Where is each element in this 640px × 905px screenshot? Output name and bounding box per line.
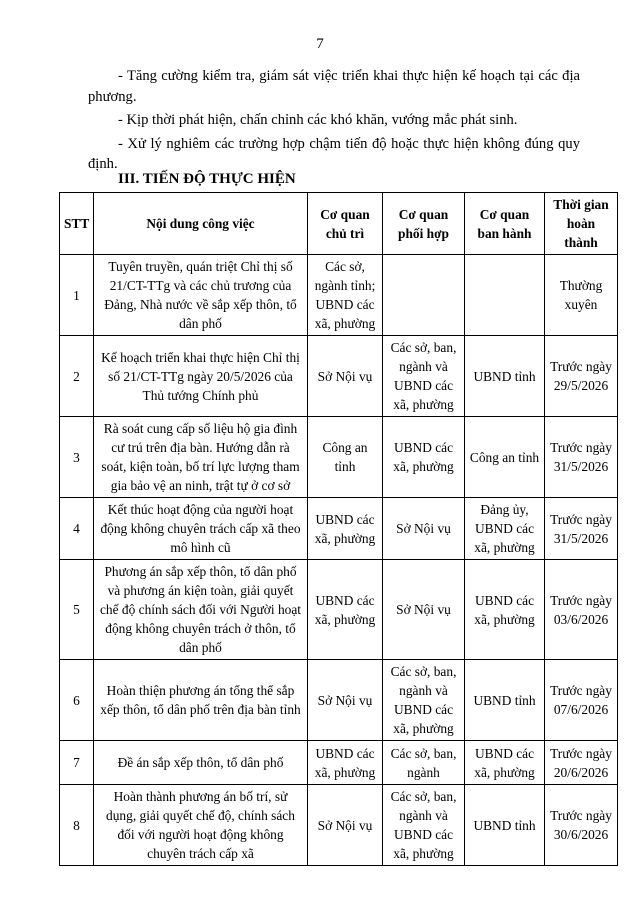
cell-lead: Các sở, ngành tỉnh; UBND các xã, phường	[308, 255, 383, 336]
cell-issuer	[465, 255, 545, 336]
cell-deadline: Trước ngày 07/6/2026	[545, 660, 618, 741]
cell-coord: Sở Nội vụ	[383, 498, 465, 560]
table-row	[60, 417, 618, 498]
cell-lead: UBND các xã, phường	[308, 498, 383, 560]
table-row	[60, 498, 618, 560]
cell-content: Tuyên truyền, quán triệt Chỉ thị số 21/CT-TTg và các chủ trương của Đảng, Nhà nước về sắp xếp thôn, tổ dân phố	[94, 255, 308, 336]
section-heading: III. TIẾN ĐỘ THỰC HIỆN	[118, 171, 296, 187]
paragraph: - Xử lý nghiêm các trường hợp chậm tiến độ hoặc thực hiện không đúng quy định.	[88, 135, 580, 172]
cell-deadline: Trước ngày 31/5/2026	[545, 498, 618, 560]
cell-lead: Sở Nội vụ	[308, 785, 383, 866]
cell-lead: Sở Nội vụ	[308, 336, 383, 417]
progress-table	[59, 192, 618, 866]
cell-coord: Các sở, ban, ngành và UBND các xã, phường	[383, 336, 465, 417]
cell-deadline: Trước ngày 20/6/2026	[545, 741, 618, 785]
cell-coord: Các sở, ban, ngành	[383, 741, 465, 785]
table-row	[60, 660, 618, 741]
cell-deadline: Trước ngày 29/5/2026	[545, 336, 618, 417]
paragraph: - Kịp thời phát hiện, chấn chỉnh các khó khăn, vướng mắc phát sinh.	[118, 112, 518, 128]
cell-deadline: Trước ngày 30/6/2026	[545, 785, 618, 866]
cell-deadline: Thường xuyên	[545, 255, 618, 336]
cell-issuer: UBND tỉnh	[465, 336, 545, 417]
header-deadline: Thời gian hoàn thành	[545, 193, 618, 255]
cell-issuer: Đảng ủy, UBND các xã, phường	[465, 498, 545, 560]
cell-issuer: Công an tỉnh	[465, 417, 545, 498]
body-paragraphs	[88, 66, 580, 178]
table-row	[60, 560, 618, 660]
cell-content: Rà soát cung cấp số liệu hộ gia đình cư trú trên địa bàn. Hướng dẫn rà soát, kiện toàn, bố trí lực lượng tham gia bảo vệ an ninh, trật tự ở cơ sở	[94, 417, 308, 498]
header-issuing-agency: Cơ quan ban hành	[465, 193, 545, 255]
table-header-row	[60, 193, 618, 255]
cell-lead: Công an tỉnh	[308, 417, 383, 498]
cell-stt: 6	[60, 660, 94, 741]
cell-lead: Sở Nội vụ	[308, 660, 383, 741]
cell-deadline: Trước ngày 03/6/2026	[545, 560, 618, 660]
cell-stt: 5	[60, 560, 94, 660]
cell-coord	[383, 255, 465, 336]
cell-coord: Các sở, ban, ngành và UBND các xã, phường	[383, 660, 465, 741]
cell-stt: 1	[60, 255, 94, 336]
cell-coord: UBND các xã, phường	[383, 417, 465, 498]
cell-stt: 8	[60, 785, 94, 866]
header-stt: STT	[60, 193, 94, 255]
cell-stt: 3	[60, 417, 94, 498]
cell-content: Kế hoạch triển khai thực hiện Chỉ thị số 21/CT-TTg ngày 20/5/2026 của Thủ tướng Chính phủ	[94, 336, 308, 417]
header-coordinating-agency: Cơ quan phối hợp	[383, 193, 465, 255]
header-lead-agency: Cơ quan chủ trì	[308, 193, 383, 255]
cell-issuer: UBND tỉnh	[465, 660, 545, 741]
cell-content: Kết thúc hoạt động của người hoạt động không chuyên trách cấp xã theo mô hình cũ	[94, 498, 308, 560]
cell-content: Hoàn thành phương án bố trí, sử dụng, giải quyết chế độ, chính sách đối với người hoạt động không chuyên trách cấp xã	[94, 785, 308, 866]
page-number: 7	[316, 36, 324, 52]
cell-content: Hoàn thiện phương án tổng thể sắp xếp thôn, tổ dân phố trên địa bàn tỉnh	[94, 660, 308, 741]
cell-lead: UBND các xã, phường	[308, 560, 383, 660]
cell-deadline: Trước ngày 31/5/2026	[545, 417, 618, 498]
cell-stt: 2	[60, 336, 94, 417]
table-row	[60, 785, 618, 866]
cell-stt: 7	[60, 741, 94, 785]
cell-stt: 4	[60, 498, 94, 560]
table-row	[60, 255, 618, 336]
cell-content: Phương án sắp xếp thôn, tổ dân phố và phương án kiện toàn, giải quyết chế độ chính sách đối với Người hoạt động không chuyên trách ở thôn, tổ dân phố	[94, 560, 308, 660]
cell-lead: UBND các xã, phường	[308, 741, 383, 785]
cell-coord: Sở Nội vụ	[383, 560, 465, 660]
table-row	[60, 741, 618, 785]
cell-issuer: UBND tỉnh	[465, 785, 545, 866]
header-content: Nội dung công việc	[94, 193, 308, 255]
table-row	[60, 336, 618, 417]
cell-coord: Các sở, ban, ngành và UBND các xã, phường	[383, 785, 465, 866]
cell-issuer: UBND các xã, phường	[465, 560, 545, 660]
cell-issuer: UBND các xã, phường	[465, 741, 545, 785]
cell-content: Đề án sắp xếp thôn, tổ dân phố	[94, 741, 308, 785]
paragraph: - Tăng cường kiểm tra, giám sát việc triển khai thực hiện kế hoạch tại các địa phương.	[88, 68, 580, 105]
